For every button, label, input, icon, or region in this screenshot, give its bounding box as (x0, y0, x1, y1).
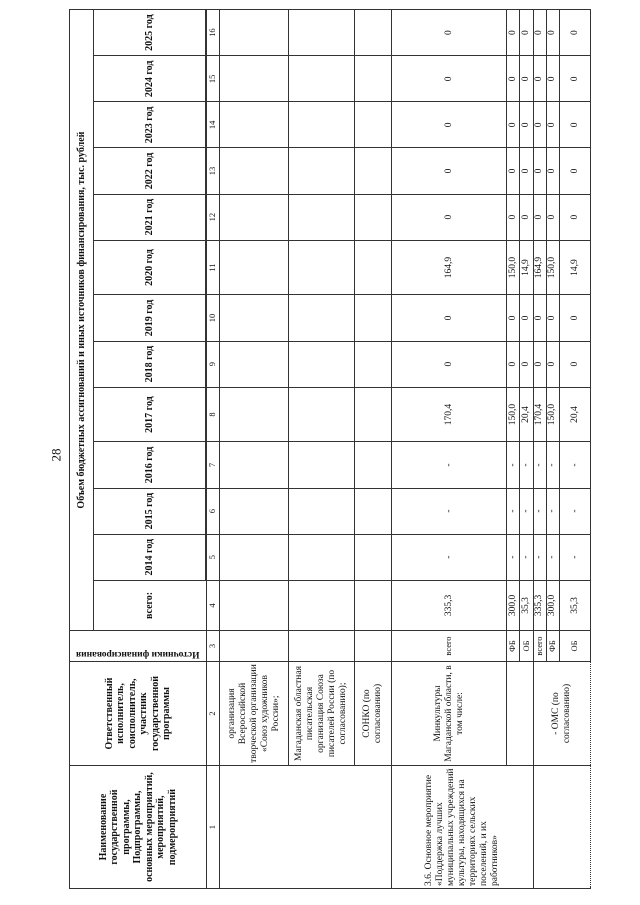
header-executor: Ответственный исполнитель, соисполнитель, участник государственной программы (70, 661, 207, 765)
measure-value: - (392, 488, 507, 534)
measure-ob-value: 0 (520, 194, 533, 240)
empty-cell (220, 148, 288, 194)
oms-ob-total: 35,3 (560, 580, 591, 630)
oms-source: всего (533, 631, 546, 662)
oms-value: 0 (533, 148, 546, 194)
header-program-name: Наименование государственной программы, Подпрограммы, основных мероприятий, мероприятий, подмероприятий (70, 766, 207, 889)
measure-fb-value: - (507, 442, 520, 488)
oms-fb-value: - (546, 442, 559, 488)
column-number: 12 (207, 194, 220, 240)
measure-ob-value: - (520, 488, 533, 534)
measure-value: 170,4 (392, 387, 507, 442)
oms-fb-value: 0 (546, 295, 559, 341)
empty-cell (354, 295, 391, 341)
measure-fb-value: 0 (507, 102, 520, 148)
measure-name: 3.6. Основное мероприятие «Поддержка лучших муниципальных учреждений культуры, находящихся на территориях сельских поселений, и их работников» (392, 766, 533, 889)
header-year-2018: 2018 год (94, 341, 206, 387)
measure-value: - (392, 442, 507, 488)
measure-value: 0 (392, 341, 507, 387)
oms-value: 0 (533, 10, 546, 56)
empty-cell (533, 766, 590, 889)
measure-fb-value: 0 (507, 10, 520, 56)
oms-ob-value: 20,4 (560, 387, 591, 442)
oms-total-row (533, 10, 546, 889)
column-number: 10 (207, 295, 220, 341)
column-number: 5 (207, 534, 220, 580)
oms-value: 0 (533, 56, 546, 102)
header-year-2014: 2014 год (94, 534, 206, 580)
measure-fb-value: 150,0 (507, 387, 520, 442)
column-number: 16 (207, 10, 220, 56)
header-year-2016: 2016 год (94, 442, 206, 488)
rotated-page (69, 9, 591, 889)
empty-cell (288, 534, 354, 580)
measure-value: 0 (392, 102, 507, 148)
continuation-row-1 (220, 10, 288, 889)
column-number: 13 (207, 148, 220, 194)
continuation-row-2 (288, 10, 354, 889)
empty-cell (220, 10, 288, 56)
oms-ob-source: ОБ (560, 631, 591, 662)
funding-table (69, 9, 591, 889)
oms-value: 0 (533, 194, 546, 240)
measure-value: 0 (392, 10, 507, 56)
empty-cell (220, 442, 288, 488)
continuation-row-3 (354, 10, 391, 889)
empty-cell (220, 56, 288, 102)
empty-cell (220, 341, 288, 387)
oms-fb-value: 0 (546, 10, 559, 56)
empty-cell (288, 488, 354, 534)
empty-cell (354, 102, 391, 148)
measure-ob-source: ОБ (520, 631, 533, 662)
oms-value: 0 (533, 341, 546, 387)
empty-cell (288, 194, 354, 240)
oms-value: 170,4 (533, 387, 546, 442)
header-year-2020: 2020 год (94, 240, 206, 295)
oms-fb-value: 0 (546, 341, 559, 387)
measure-source: всего (392, 631, 507, 662)
measure-ob-total: 35,3 (520, 580, 533, 630)
header-total: всего: (94, 580, 207, 630)
oms-executor: - ОМС (по согласованию) (533, 661, 590, 765)
column-number: 15 (207, 56, 220, 102)
oms-ob-value: 0 (560, 102, 591, 148)
measure-ob-value: 0 (520, 148, 533, 194)
oms-value: - (533, 442, 546, 488)
oms-fb-value: 150,0 (546, 387, 559, 442)
empty-cell (220, 102, 288, 148)
empty-cell (220, 534, 288, 580)
oms-fb-value: 0 (546, 56, 559, 102)
oms-ob-value: 0 (560, 148, 591, 194)
measure-fb-value: 0 (507, 341, 520, 387)
measure-fb-total: 300,0 (507, 580, 520, 630)
header-year-2025: 2025 год (94, 10, 206, 56)
measure-fb-value: 0 (507, 194, 520, 240)
empty-cell (354, 10, 391, 56)
oms-ob-value: - (560, 488, 591, 534)
measure-ob-value: 20,4 (520, 387, 533, 442)
measure-value: 0 (392, 295, 507, 341)
empty-cell (354, 387, 391, 442)
continuation-executor-3: СОНКО (по согласованию) (354, 661, 391, 765)
measure-value: 0 (392, 194, 507, 240)
measure-fb-value: 0 (507, 56, 520, 102)
oms-fb-value: 0 (546, 194, 559, 240)
measure-ob-value: - (520, 442, 533, 488)
empty-cell (354, 148, 391, 194)
measure-ob-value: 0 (520, 102, 533, 148)
measure-ob-value: 14,9 (520, 240, 533, 295)
measure-total: 335,3 (392, 580, 507, 630)
header-year-2023: 2023 год (94, 102, 206, 148)
empty-cell (220, 295, 288, 341)
measure-fb-row (507, 10, 520, 889)
empty-cell (288, 56, 354, 102)
header-year-2021: 2021 год (94, 194, 206, 240)
empty-cell (220, 240, 288, 295)
header-year-2017: 2017 год (94, 387, 206, 442)
measure-ob-value: 0 (520, 341, 533, 387)
empty-cell (288, 240, 354, 295)
continuation-executor-2: Магаданская областная писательская организация Союза писателей России (по согласованию); (288, 661, 354, 765)
empty-cell (354, 341, 391, 387)
column-number: 9 (207, 341, 220, 387)
measure-value: 164,9 (392, 240, 507, 295)
oms-ob-value: - (560, 534, 591, 580)
oms-value: - (533, 534, 546, 580)
column-number: 1 (207, 766, 220, 889)
measure-ob-value: 0 (520, 295, 533, 341)
empty-cell (288, 442, 354, 488)
measure-fb-value: - (507, 534, 520, 580)
header-source (70, 631, 207, 662)
oms-value: - (533, 488, 546, 534)
measure-fb-source: ФБ (507, 631, 520, 662)
measure-ob-value: 0 (520, 10, 533, 56)
measure-ob-value: 0 (520, 56, 533, 102)
oms-ob-value: 0 (560, 341, 591, 387)
measure-total-row (392, 10, 507, 889)
measure-value: - (392, 534, 507, 580)
empty-cell (354, 240, 391, 295)
column-number: 6 (207, 488, 220, 534)
page-number: 28 (48, 448, 64, 462)
column-number: 11 (207, 240, 220, 295)
measure-ob-value: - (520, 534, 533, 580)
empty-cell (220, 488, 288, 534)
oms-ob-value: 0 (560, 295, 591, 341)
measure-executor: Минкультуры Магаданской области, в том числе: (392, 661, 507, 765)
continuation-executor-1: организация Всероссийской творческой организации «Союз художников России»; (220, 661, 288, 765)
header-funding-title: Объем бюджетных ассигнований и иных источников финансирования, тыс. рублей (70, 10, 94, 631)
header-year-2015: 2015 год (94, 488, 206, 534)
empty-cell (220, 194, 288, 240)
oms-fb-source: ФБ (546, 631, 559, 662)
column-number: 14 (207, 102, 220, 148)
measure-value: 0 (392, 148, 507, 194)
oms-total: 335,3 (533, 580, 546, 630)
measure-fb-value: - (507, 488, 520, 534)
empty-cell (220, 631, 288, 662)
empty-cell (354, 631, 391, 662)
column-number-row (207, 10, 220, 889)
header-year-2019: 2019 год (94, 295, 206, 341)
empty-cell (507, 661, 533, 765)
oms-fb-value: - (546, 488, 559, 534)
oms-ob-value: 0 (560, 194, 591, 240)
empty-cell (220, 387, 288, 442)
measure-fb-value: 150,0 (507, 240, 520, 295)
oms-ob-value: - (560, 442, 591, 488)
header-source-label: Источники финансирования (76, 648, 200, 659)
oms-fb-value: 150,0 (546, 240, 559, 295)
oms-fb-total: 300,0 (546, 580, 559, 630)
empty-cell (354, 580, 391, 630)
oms-value: 0 (533, 295, 546, 341)
empty-cell (288, 341, 354, 387)
empty-cell (288, 10, 354, 56)
empty-cell (288, 295, 354, 341)
empty-cell (288, 631, 354, 662)
empty-cell (354, 488, 391, 534)
empty-cell (354, 56, 391, 102)
empty-cell (354, 534, 391, 580)
empty-cell (354, 442, 391, 488)
measure-fb-value: 0 (507, 148, 520, 194)
column-number: 3 (207, 631, 220, 662)
empty-cell (288, 580, 354, 630)
empty-cell (288, 102, 354, 148)
oms-ob-value: 14,9 (560, 240, 591, 295)
empty-cell (288, 387, 354, 442)
column-number: 2 (207, 661, 220, 765)
oms-ob-value: 0 (560, 10, 591, 56)
oms-fb-value: 0 (546, 102, 559, 148)
oms-value: 164,9 (533, 240, 546, 295)
oms-value: 0 (533, 102, 546, 148)
column-number: 4 (207, 580, 220, 630)
oms-ob-value: 0 (560, 56, 591, 102)
header-year-2024: 2024 год (94, 56, 206, 102)
measure-value: 0 (392, 56, 507, 102)
empty-cell (288, 148, 354, 194)
oms-fb-value: - (546, 534, 559, 580)
column-number: 8 (207, 387, 220, 442)
empty-cell (220, 580, 288, 630)
oms-fb-value: 0 (546, 148, 559, 194)
empty-cell (354, 194, 391, 240)
continuation-name-cell (220, 766, 392, 889)
header-year-2022: 2022 год (94, 148, 206, 194)
measure-fb-value: 0 (507, 295, 520, 341)
column-number: 7 (207, 442, 220, 488)
